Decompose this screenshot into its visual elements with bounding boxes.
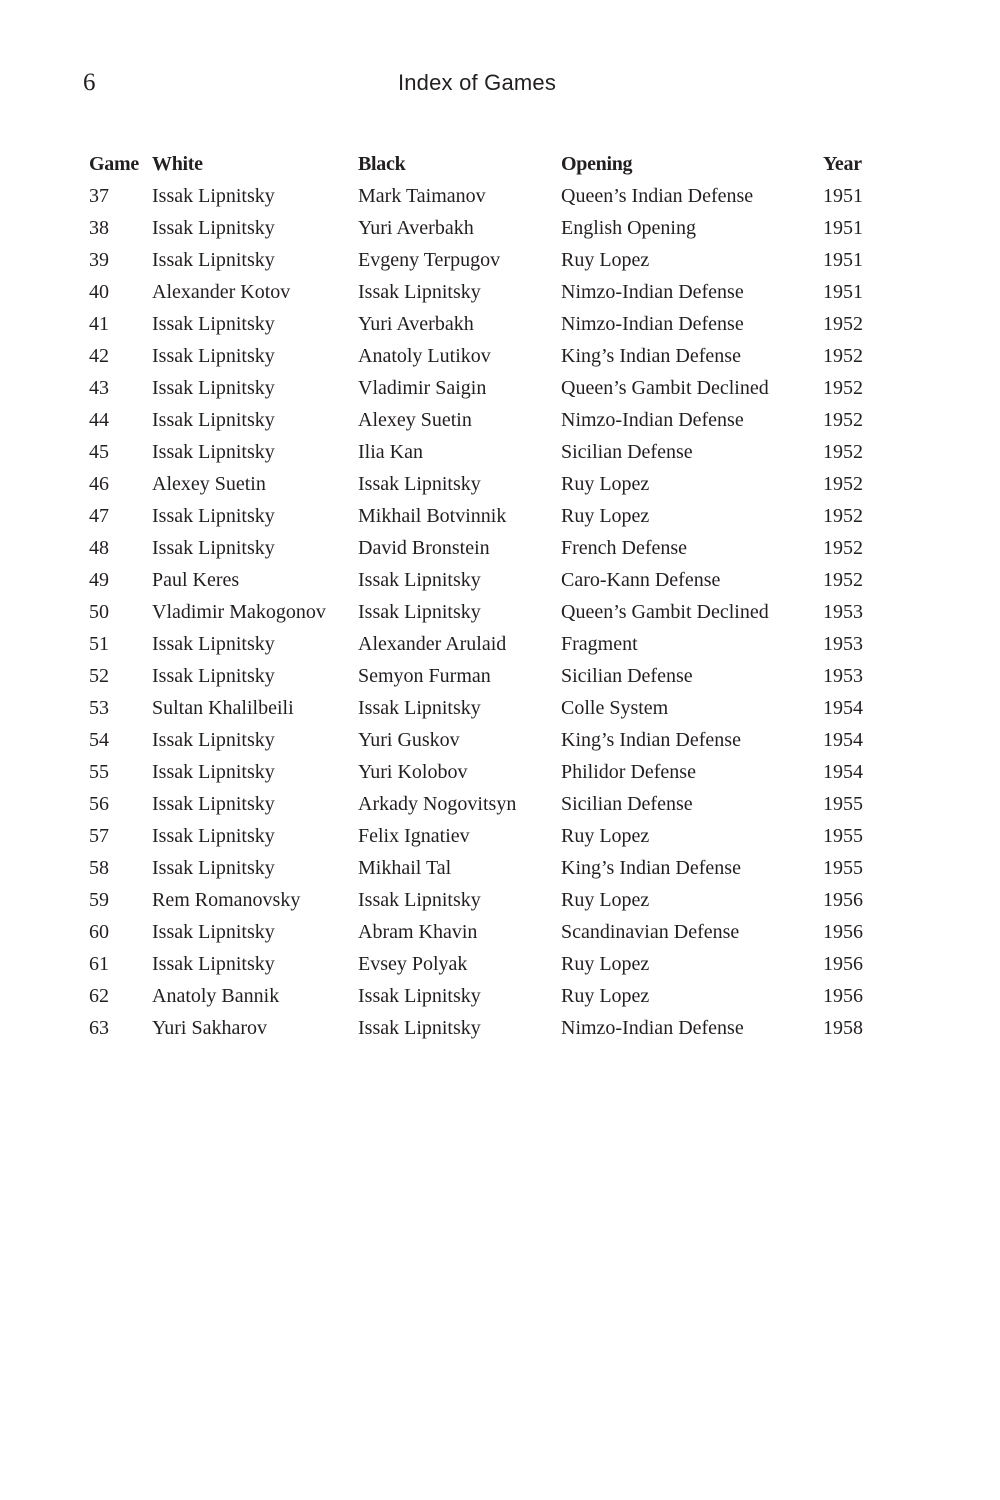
game-cell: 58 bbox=[89, 856, 109, 879]
white-cell: Issak Lipnitsky bbox=[152, 760, 275, 783]
white-cell: Rem Romanovsky bbox=[152, 888, 301, 911]
black-cell: Abram Khavin bbox=[358, 920, 478, 943]
header-game: Game bbox=[89, 152, 139, 175]
year-cell: 1955 bbox=[823, 856, 863, 879]
opening-cell: Ruy Lopez bbox=[561, 824, 650, 847]
game-cell: 42 bbox=[89, 344, 109, 367]
white-cell: Issak Lipnitsky bbox=[152, 856, 275, 879]
table-row bbox=[89, 980, 879, 1012]
black-cell: Alexey Suetin bbox=[358, 408, 472, 431]
white-cell: Paul Keres bbox=[152, 568, 240, 591]
black-cell: Issak Lipnitsky bbox=[358, 888, 481, 911]
white-cell: Yuri Sakharov bbox=[152, 1016, 267, 1039]
opening-cell: Caro-Kann Defense bbox=[561, 568, 721, 591]
opening-cell: Nimzo-Indian Defense bbox=[561, 280, 744, 303]
table-row bbox=[89, 180, 879, 212]
table-row bbox=[89, 724, 879, 756]
black-cell: Ilia Kan bbox=[358, 440, 423, 463]
table-row bbox=[89, 500, 879, 532]
black-cell: Issak Lipnitsky bbox=[358, 1016, 481, 1039]
white-cell: Sultan Khalilbeili bbox=[152, 696, 294, 719]
table-row bbox=[89, 468, 879, 500]
table-row bbox=[89, 596, 879, 628]
white-cell: Vladimir Makogonov bbox=[152, 600, 326, 623]
white-cell: Issak Lipnitsky bbox=[152, 248, 275, 271]
black-cell: Mikhail Tal bbox=[358, 856, 452, 879]
white-cell: Issak Lipnitsky bbox=[152, 728, 275, 751]
opening-cell: Ruy Lopez bbox=[561, 984, 650, 1007]
game-cell: 43 bbox=[89, 376, 109, 399]
game-cell: 48 bbox=[89, 536, 109, 559]
year-cell: 1952 bbox=[823, 344, 863, 367]
opening-cell: Queen’s Indian Defense bbox=[561, 184, 754, 207]
game-cell: 63 bbox=[89, 1016, 109, 1039]
year-cell: 1956 bbox=[823, 920, 863, 943]
table-row bbox=[89, 948, 879, 980]
opening-cell: Ruy Lopez bbox=[561, 472, 650, 495]
year-cell: 1952 bbox=[823, 408, 863, 431]
white-cell: Issak Lipnitsky bbox=[152, 408, 275, 431]
year-cell: 1951 bbox=[823, 216, 863, 239]
table-row bbox=[89, 852, 879, 884]
game-cell: 39 bbox=[89, 248, 109, 271]
year-cell: 1954 bbox=[823, 728, 863, 751]
game-cell: 62 bbox=[89, 984, 109, 1007]
opening-cell: Ruy Lopez bbox=[561, 504, 650, 527]
table-row bbox=[89, 308, 879, 340]
table-row bbox=[89, 564, 879, 596]
table-row bbox=[89, 884, 879, 916]
game-cell: 52 bbox=[89, 664, 109, 687]
black-cell: Issak Lipnitsky bbox=[358, 568, 481, 591]
white-cell: Issak Lipnitsky bbox=[152, 824, 275, 847]
table-row bbox=[89, 788, 879, 820]
game-cell: 45 bbox=[89, 440, 109, 463]
game-cell: 38 bbox=[89, 216, 109, 239]
game-cell: 53 bbox=[89, 696, 109, 719]
year-cell: 1952 bbox=[823, 536, 863, 559]
header-opening: Opening bbox=[561, 152, 633, 175]
table-row bbox=[89, 244, 879, 276]
white-cell: Issak Lipnitsky bbox=[152, 440, 275, 463]
year-cell: 1952 bbox=[823, 312, 863, 335]
game-cell: 47 bbox=[89, 504, 109, 527]
black-cell: Yuri Averbakh bbox=[358, 216, 474, 239]
year-cell: 1951 bbox=[823, 248, 863, 271]
table-row bbox=[89, 532, 879, 564]
game-cell: 46 bbox=[89, 472, 109, 495]
white-cell: Issak Lipnitsky bbox=[152, 952, 275, 975]
black-cell: Anatoly Lutikov bbox=[358, 344, 491, 367]
header-black: Black bbox=[358, 152, 406, 175]
table-row bbox=[89, 276, 879, 308]
table-header-row bbox=[89, 148, 879, 180]
game-cell: 56 bbox=[89, 792, 109, 815]
black-cell: Vladimir Saigin bbox=[358, 376, 487, 399]
table-row bbox=[89, 660, 879, 692]
opening-cell: Ruy Lopez bbox=[561, 248, 650, 271]
year-cell: 1951 bbox=[823, 280, 863, 303]
opening-cell: King’s Indian Defense bbox=[561, 728, 741, 751]
year-cell: 1952 bbox=[823, 472, 863, 495]
year-cell: 1956 bbox=[823, 952, 863, 975]
opening-cell: Sicilian Defense bbox=[561, 792, 693, 815]
game-cell: 57 bbox=[89, 824, 109, 847]
black-cell: Mark Taimanov bbox=[358, 184, 486, 207]
white-cell: Issak Lipnitsky bbox=[152, 184, 275, 207]
table-row bbox=[89, 756, 879, 788]
table-row bbox=[89, 372, 879, 404]
year-cell: 1958 bbox=[823, 1016, 863, 1039]
page-number: 6 bbox=[83, 69, 96, 96]
year-cell: 1953 bbox=[823, 632, 863, 655]
black-cell: Evsey Polyak bbox=[358, 952, 468, 975]
year-cell: 1955 bbox=[823, 792, 863, 815]
black-cell: David Bronstein bbox=[358, 536, 490, 559]
table-row bbox=[89, 340, 879, 372]
white-cell: Issak Lipnitsky bbox=[152, 312, 275, 335]
year-cell: 1954 bbox=[823, 760, 863, 783]
white-cell: Issak Lipnitsky bbox=[152, 504, 275, 527]
white-cell: Issak Lipnitsky bbox=[152, 664, 275, 687]
table-row bbox=[89, 404, 879, 436]
white-cell: Alexey Suetin bbox=[152, 472, 266, 495]
black-cell: Arkady Nogovitsyn bbox=[358, 792, 517, 815]
year-cell: 1953 bbox=[823, 600, 863, 623]
game-cell: 51 bbox=[89, 632, 109, 655]
opening-cell: King’s Indian Defense bbox=[561, 344, 741, 367]
game-cell: 44 bbox=[89, 408, 109, 431]
year-cell: 1951 bbox=[823, 184, 863, 207]
opening-cell: Philidor Defense bbox=[561, 760, 696, 783]
game-cell: 59 bbox=[89, 888, 109, 911]
white-cell: Issak Lipnitsky bbox=[152, 344, 275, 367]
year-cell: 1954 bbox=[823, 696, 863, 719]
table-row bbox=[89, 628, 879, 660]
game-cell: 41 bbox=[89, 312, 109, 335]
white-cell: Alexander Kotov bbox=[152, 280, 291, 303]
year-cell: 1952 bbox=[823, 376, 863, 399]
table-body bbox=[89, 180, 879, 1044]
year-cell: 1952 bbox=[823, 440, 863, 463]
table-row bbox=[89, 436, 879, 468]
opening-cell: English Opening bbox=[561, 216, 696, 239]
running-head-title: Index of Games bbox=[397, 70, 557, 95]
game-cell: 50 bbox=[89, 600, 109, 623]
opening-cell: Scandinavian Defense bbox=[561, 920, 740, 943]
opening-cell: Nimzo-Indian Defense bbox=[561, 1016, 744, 1039]
black-cell: Semyon Furman bbox=[358, 664, 491, 687]
black-cell: Issak Lipnitsky bbox=[358, 600, 481, 623]
year-cell: 1955 bbox=[823, 824, 863, 847]
opening-cell: Fragment bbox=[561, 632, 638, 655]
black-cell: Issak Lipnitsky bbox=[358, 280, 481, 303]
table-row bbox=[89, 1012, 879, 1044]
white-cell: Issak Lipnitsky bbox=[152, 216, 275, 239]
black-cell: Alexander Arulaid bbox=[358, 632, 507, 655]
black-cell: Yuri Kolobov bbox=[358, 760, 468, 783]
opening-cell: French Defense bbox=[561, 536, 688, 559]
opening-cell: Queen’s Gambit Declined bbox=[561, 600, 769, 623]
opening-cell: King’s Indian Defense bbox=[561, 856, 741, 879]
black-cell: Evgeny Terpugov bbox=[358, 248, 501, 271]
game-cell: 54 bbox=[89, 728, 109, 751]
games-index-table bbox=[89, 148, 879, 1044]
opening-cell: Sicilian Defense bbox=[561, 664, 693, 687]
game-cell: 37 bbox=[89, 184, 109, 207]
opening-cell: Nimzo-Indian Defense bbox=[561, 408, 744, 431]
black-cell: Felix Ignatiev bbox=[358, 824, 470, 847]
opening-cell: Colle System bbox=[561, 696, 669, 719]
white-cell: Issak Lipnitsky bbox=[152, 920, 275, 943]
year-cell: 1952 bbox=[823, 568, 863, 591]
table-row bbox=[89, 212, 879, 244]
opening-cell: Ruy Lopez bbox=[561, 952, 650, 975]
year-cell: 1956 bbox=[823, 984, 863, 1007]
game-cell: 60 bbox=[89, 920, 109, 943]
black-cell: Yuri Averbakh bbox=[358, 312, 474, 335]
white-cell: Issak Lipnitsky bbox=[152, 536, 275, 559]
opening-cell: Nimzo-Indian Defense bbox=[561, 312, 744, 335]
year-cell: 1956 bbox=[823, 888, 863, 911]
table-row bbox=[89, 692, 879, 724]
opening-cell: Queen’s Gambit Declined bbox=[561, 376, 769, 399]
white-cell: Issak Lipnitsky bbox=[152, 792, 275, 815]
white-cell: Issak Lipnitsky bbox=[152, 376, 275, 399]
table-row bbox=[89, 916, 879, 948]
opening-cell: Ruy Lopez bbox=[561, 888, 650, 911]
header-white: White bbox=[152, 152, 203, 175]
table-row bbox=[89, 820, 879, 852]
black-cell: Issak Lipnitsky bbox=[358, 984, 481, 1007]
black-cell: Yuri Guskov bbox=[358, 728, 460, 751]
game-cell: 61 bbox=[89, 952, 109, 975]
header-year: Year bbox=[823, 152, 862, 175]
year-cell: 1952 bbox=[823, 504, 863, 527]
black-cell: Issak Lipnitsky bbox=[358, 472, 481, 495]
game-cell: 55 bbox=[89, 760, 109, 783]
black-cell: Issak Lipnitsky bbox=[358, 696, 481, 719]
game-cell: 49 bbox=[89, 568, 109, 591]
year-cell: 1953 bbox=[823, 664, 863, 687]
white-cell: Anatoly Bannik bbox=[152, 984, 280, 1007]
game-cell: 40 bbox=[89, 280, 109, 303]
black-cell: Mikhail Botvinnik bbox=[358, 504, 507, 527]
opening-cell: Sicilian Defense bbox=[561, 440, 693, 463]
white-cell: Issak Lipnitsky bbox=[152, 632, 275, 655]
